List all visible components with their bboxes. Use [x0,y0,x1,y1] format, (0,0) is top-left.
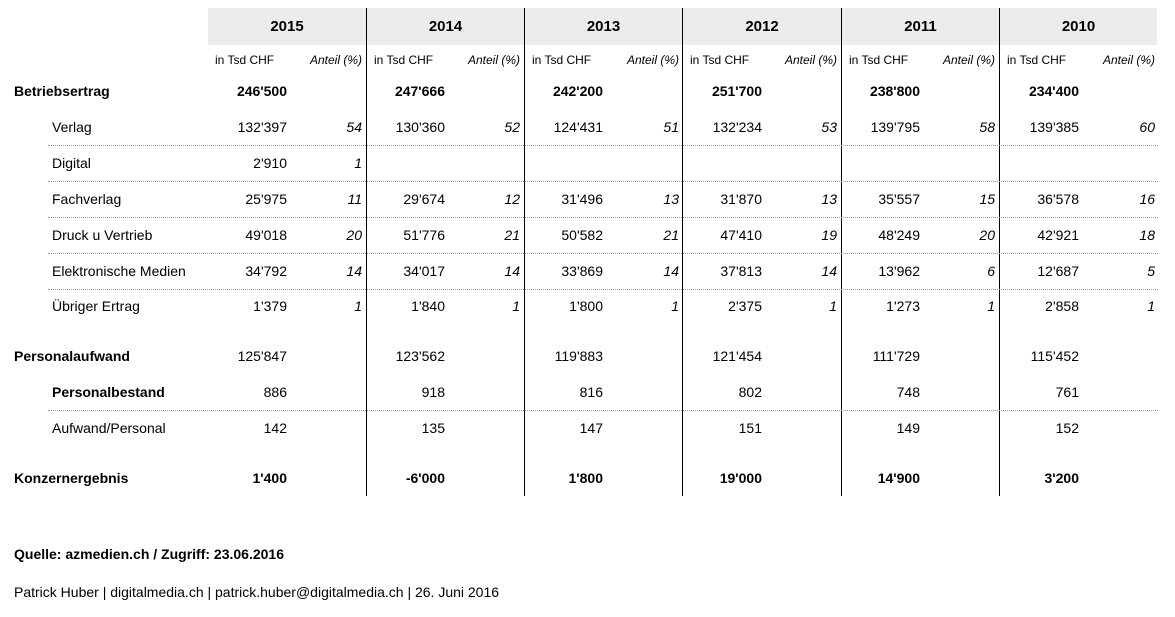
value-cell: 802 [738,384,762,400]
value-cell: 147 [579,420,603,436]
value-cell: 242'200 [552,83,603,99]
row-label: Druck u Vertrieb [52,227,153,243]
year-header-2015: 2015 [208,8,366,45]
row-divider [48,145,1158,146]
value-cell: 247'666 [394,83,445,99]
share-cell: 18 [1139,227,1155,243]
row-label: Konzernergebnis [14,470,129,486]
value-cell: 3'200 [1044,470,1079,486]
value-cell: 2'910 [253,155,287,171]
unit-header: in Tsd CHF [849,53,909,67]
value-cell: 36'578 [1037,191,1079,207]
value-cell: 1'800 [568,470,603,486]
value-cell: 33'869 [561,263,603,279]
value-cell: 918 [421,384,445,400]
value-cell: 48'249 [878,227,920,243]
row-label: Personalbestand [52,384,165,400]
value-cell: 25'975 [245,191,287,207]
row-divider [48,289,1158,290]
share-header: Anteil (%) [309,53,362,67]
year-header-2014: 2014 [367,8,524,45]
share-cell: 21 [663,227,679,243]
share-cell: 13 [663,191,679,207]
value-cell: 1'840 [411,298,445,314]
row-label: Personalaufwand [14,348,130,364]
share-cell: 11 [347,191,362,207]
share-cell: 14 [663,263,679,279]
row-label: Betriebsertrag [14,83,110,99]
share-cell: 20 [979,227,995,243]
value-cell: 149 [896,420,920,436]
share-cell: 19 [821,227,837,243]
value-cell: 124'431 [553,119,603,135]
year-header-2013: 2013 [525,8,682,45]
value-cell: 47'410 [720,227,762,243]
value-cell: 1'800 [569,298,603,314]
row-divider [48,410,1158,411]
value-cell: 748 [896,384,920,400]
value-cell: 35'557 [878,191,920,207]
share-cell: 15 [979,191,995,207]
value-cell: 50'582 [561,227,603,243]
row-divider [48,253,1158,254]
unit-header: in Tsd CHF [374,53,434,67]
year-header-2010: 2010 [1000,8,1157,45]
year-header-2012: 2012 [683,8,841,45]
value-cell: 34'792 [245,263,287,279]
value-cell: 238'800 [869,83,920,99]
value-cell: 132'234 [712,119,762,135]
share-cell: 60 [1139,119,1155,135]
unit-header: in Tsd CHF [690,53,750,67]
share-header: Anteil (%) [784,53,837,67]
share-header: Anteil (%) [1102,53,1155,67]
row-label: Fachverlag [52,191,122,207]
value-cell: 132'397 [237,119,287,135]
value-cell: 886 [263,384,287,400]
value-cell: 234'400 [1028,83,1079,99]
value-cell: 19'000 [719,470,762,486]
value-cell: 135 [421,420,445,436]
share-cell: 54 [346,119,362,135]
value-cell: 816 [579,384,603,400]
row-divider [48,217,1158,218]
column-divider [999,8,1000,496]
value-cell: 152 [1055,420,1079,436]
share-header: Anteil (%) [626,53,679,67]
value-cell: 34'017 [403,263,445,279]
value-cell: 115'452 [1030,348,1079,364]
unit-header: in Tsd CHF [215,53,275,67]
row-label: Digital [52,155,91,171]
row-label: Verlag [52,119,92,135]
share-cell: 1 [671,298,679,314]
unit-header: in Tsd CHF [1007,53,1067,67]
credit-line: Patrick Huber | digitalmedia.ch | patrick.huber@digitalmedia.ch | 26. Juni 2016 [14,584,500,600]
share-cell: 6 [987,263,995,279]
share-cell: 1 [1147,298,1155,314]
row-label: Aufwand/Personal [52,420,166,436]
value-cell: 1'379 [253,298,287,314]
value-cell: 123'562 [395,348,445,364]
value-cell: 37'813 [720,263,762,279]
row-label: Übriger Ertrag [52,298,140,314]
share-cell: 5 [1147,263,1155,279]
value-cell: 29'674 [403,191,445,207]
share-cell: 13 [821,191,837,207]
share-cell: 20 [346,227,362,243]
value-cell: 31'870 [720,191,762,207]
value-cell: 111'729 [872,348,920,364]
column-divider [841,8,842,496]
share-header: Anteil (%) [467,53,520,67]
share-cell: 1 [987,298,995,314]
value-cell: -6'000 [405,470,445,486]
share-cell: 51 [663,119,679,135]
share-cell: 14 [346,263,362,279]
year-header-2011: 2011 [842,8,999,45]
column-divider [366,8,367,496]
column-divider [682,8,683,496]
value-cell: 49'018 [245,227,287,243]
share-cell: 58 [979,119,995,135]
value-cell: 761 [1055,384,1079,400]
value-cell: 142 [263,420,287,436]
value-cell: 251'700 [711,83,762,99]
value-cell: 12'687 [1037,263,1079,279]
share-cell: 1 [829,298,837,314]
value-cell: 14'900 [877,470,920,486]
share-cell: 53 [821,119,837,135]
share-cell: 12 [504,191,520,207]
share-cell: 16 [1139,191,1155,207]
row-label: Elektronische Medien [52,263,186,279]
unit-header: in Tsd CHF [532,53,592,67]
share-cell: 1 [354,298,362,314]
share-cell: 52 [504,119,520,135]
share-cell: 14 [821,263,837,279]
share-cell: 1 [354,155,362,171]
value-cell: 246'500 [236,83,287,99]
value-cell: 51'776 [403,227,445,243]
value-cell: 119'883 [554,348,603,364]
value-cell: 2'858 [1045,298,1079,314]
value-cell: 42'921 [1037,227,1079,243]
value-cell: 151 [738,420,762,436]
share-header: Anteil (%) [942,53,995,67]
row-divider [48,181,1158,182]
value-cell: 13'962 [878,263,920,279]
value-cell: 139'385 [1029,119,1079,135]
value-cell: 31'496 [561,191,603,207]
value-cell: 125'847 [237,348,287,364]
column-divider [524,8,525,496]
share-cell: 21 [504,227,520,243]
value-cell: 1'273 [886,298,920,314]
value-cell: 121'454 [712,348,762,364]
share-cell: 1 [512,298,520,314]
value-cell: 130'360 [395,119,445,135]
value-cell: 2'375 [728,298,762,314]
share-cell: 14 [504,263,520,279]
value-cell: 1'400 [252,470,287,486]
source-note: Quelle: azmedien.ch / Zugriff: 23.06.2016 [14,546,284,562]
value-cell: 139'795 [870,119,920,135]
